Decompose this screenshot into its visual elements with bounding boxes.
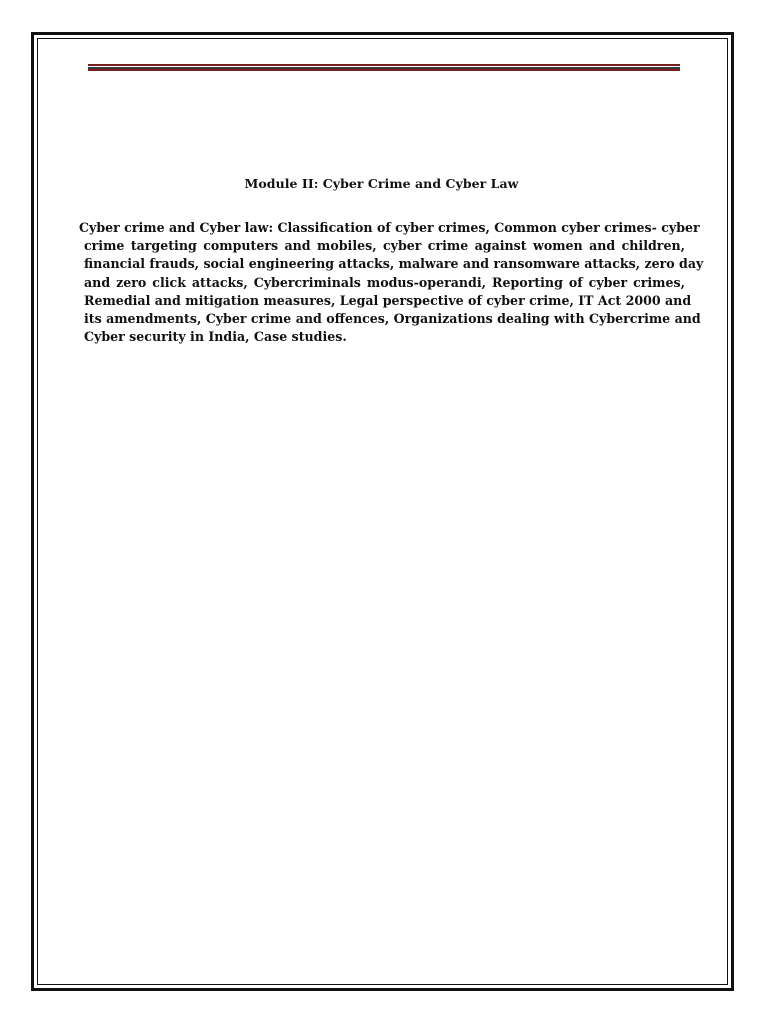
- body-line: Remedial and mitigation measures, Legal perspective of cyber crime, IT Act 2000 and: [84, 292, 692, 308]
- body-line: financial frauds, social engineering attacks, malware and ransomware attacks, zero day: [84, 256, 704, 272]
- module-title: Module II: Cyber Crime and Cyber Law: [244, 176, 519, 191]
- module-description: [79, 219, 704, 346]
- body-line: crime targeting computers and mobiles, cyber crime against women and children,: [84, 238, 685, 254]
- body-line: and zero click attacks, Cybercriminals modus-operandi, Reporting of cyber crimes,: [84, 274, 685, 290]
- body-line: Cyber security in India, Case studies.: [84, 329, 347, 345]
- header-rule-bottom-line: [88, 69, 680, 71]
- header-rule-top-line: [88, 64, 680, 66]
- body-line: Cyber crime and Cyber law: Classification of cyber crimes, Common cyber crimes- cyber: [79, 220, 700, 235]
- body-line: its amendments, Cyber crime and offences, Organizations dealing with Cybercrime and: [84, 310, 701, 326]
- header-rule: [88, 64, 680, 71]
